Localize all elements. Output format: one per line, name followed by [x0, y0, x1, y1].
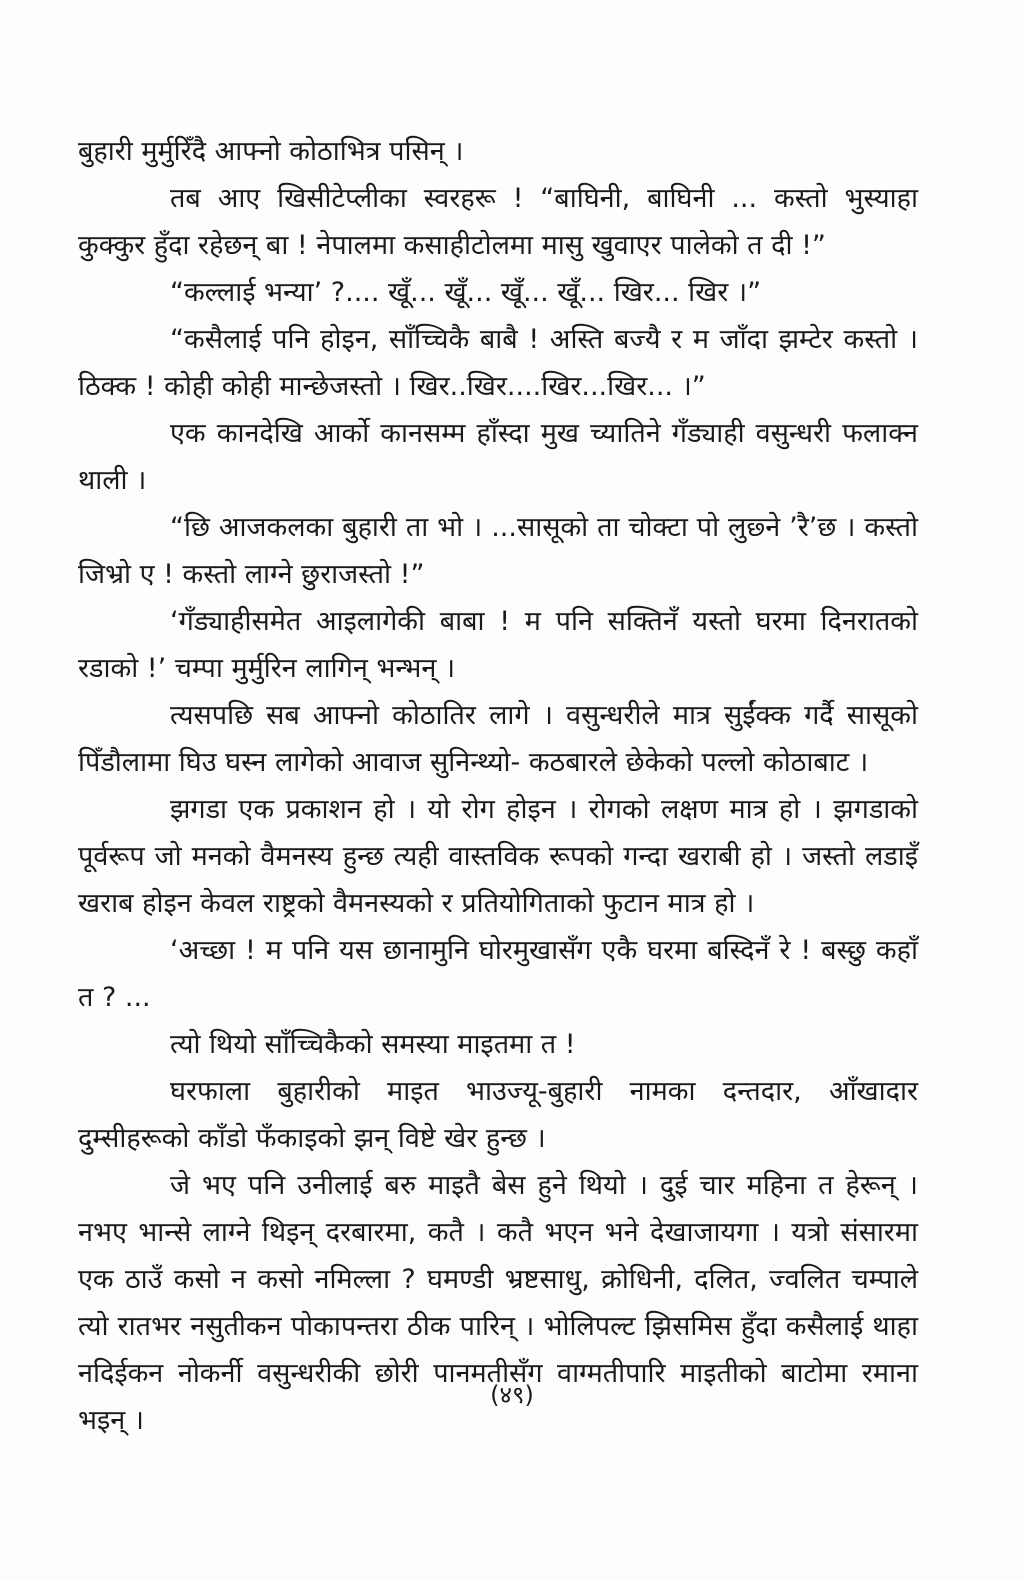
page-number: (४९) [490, 1381, 534, 1409]
paragraph: “छि आजकलका बुहारी ता भो । ...सासूको ता चोक्टा पो लुछ्ने ’रै’छ । कस्तो जिभ्रो ए ! कस्तो लाग्ने छुराजस्तो !” [78, 512, 918, 590]
paragraph: ‘गँड्याहीसमेत आइलागेकी बाबा ! म पनि सक्तिनँ यस्तो घरमा दिनरातको रडाको !’ चम्पा मुर्मुरिन लागिन् भन्भन् । [78, 606, 918, 684]
paragraph: “कसैलाई पनि होइन, साँच्चिकै बाबै ! अस्ति बज्यै र म जाँदा झम्टेर कस्तो । ठिक्क ! कोही कोही मान्छेजस्तो । खिर..खिर....खिर...खिर... ।” [78, 324, 918, 402]
paragraph: “कल्लाई भन्या’ ?.... खूँ... खूँ... खूँ... खूँ... खिर... खिर ।” [170, 277, 762, 308]
paragraph: ‘अच्छा ! म पनि यस छानामुनि घोरमुखासँग एकै घरमा बस्दिनँ रे ! बस्छु कहाँ त ? ... [78, 935, 918, 1013]
paragraph: जे भए पनि उनीलाई बरु माइतै बेस हुने थियो । दुई चार महिना त हेरून् । नभए भान्से लाग्ने थिइन् दरबारमा, कतै । कतै भएन भने देखाजायगा । यत्रो संसारमा एक ठाउँ कसो न कसो नमिल्ला ? घमण्डी भ्रष्टसाधु, क्रोधिनी, दलित, ज्वलित चम्पाले त्यो रातभर नसुतीकन पोकापन्तरा ठीक पारिन् । भोलिपल्ट झिसमिस हुँदा कसैलाई थाहा नदिईकन नोकर्नी वसुन्धरीकी छोरी पानमतीसँग वाग्मतीपारि माइतीको बाटोमा रमाना भइन् । [78, 1170, 918, 1436]
paragraph: झगडा एक प्रकाशन हो । यो रोग होइन । रोगको लक्षण मात्र हो । झगडाको पूर्वरूप जो मनको वैमनस्य हुन्छ त्यही वास्तविक रूपको गन्दा खराबी हो । जस्तो लडाइँ खराब होइन केवल राष्ट्रको वैमनस्यको र प्रतियोगिताको फुटान मात्र हो । [78, 794, 918, 919]
paragraph: घरफाला बुहारीको माइत भाउज्यू-बुहारी नामका दन्तदार, आँखादार दुम्सीहरूको काँडो फँकाइको झन् विष्टे खेर हुन्छ । [78, 1076, 918, 1154]
paragraph: तब आए खिसीटेप्लीका स्वरहरू ! “बाघिनी, बाघिनी ... कस्तो भुस्याहा कुक्कुर हुँदा रहेछन् बा ! नेपालमा कसाहीटोलमा मासु खुवाएर पालेको त दी !” [78, 183, 918, 261]
paragraph: त्यसपछि सब आफ्नो कोठातिर लागे । वसुन्धरीले मात्र सुईंक्क गर्दै सासूको पिँडौलामा घिउ घस्न लागेको आवाज सुनिन्थ्यो- कठबारले छेकेको पल्लो कोठाबाट । [78, 700, 918, 778]
paragraph: एक कानदेखि आर्को कानसम्म हाँस्दा मुख च्यातिने गँड्याही वसुन्धरी फलाक्न थाली । [78, 418, 918, 496]
body-text [78, 128, 918, 1444]
paragraph: बुहारी मुर्मुरिँदै आफ्नो कोठाभित्र पसिन् । [78, 136, 464, 167]
paragraph: त्यो थियो साँच्चिकैको समस्या माइतमा त ! [170, 1029, 576, 1060]
